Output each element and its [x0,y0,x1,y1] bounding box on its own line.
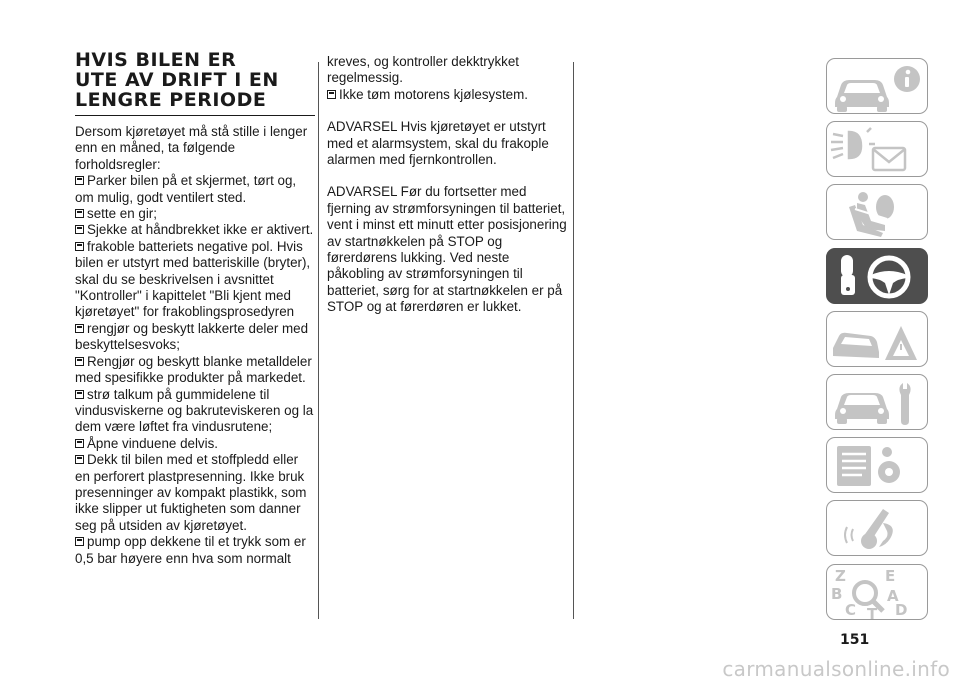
continuation-text: kreves, og kontroller dekktrykket regelmessig. [327,54,520,86]
list-item: Dekk til bilen med et stoffpledd eller en perforert plastpresenning. Ikke bruk presenninger av kompakt plastikk, som ikke slipper ut fuktigheten som danner seg på utsiden av kjøretøyet. [75,452,307,533]
index-letter: E [885,566,896,585]
checkbox-bullet-icon [75,225,84,234]
list-item: rengjør og beskytt lakkerte deler med beskyttelsesvoks; [75,320,309,353]
checkbox-bullet-icon [75,324,84,333]
index-letter: T [867,604,878,621]
index-letter: D [895,600,908,619]
list-item: Parker bilen på et skjermet, tørt og, om mulig, godt ventilert sted. [75,173,297,205]
list-item: Sjekke at håndbrekket ikke er aktivert. [75,222,315,238]
title-line-1: HVIS BILEN ER [75,49,237,71]
list-item: sette en gir; [75,206,315,222]
tab-lights-messages[interactable] [826,121,928,177]
list-item: Åpne vinduene delvis. [75,436,315,452]
list-item: pump opp dekkene til et trykk som er 0,5 bar høyere enn hva som normalt [75,534,306,566]
index-letter: B [831,584,843,603]
tab-multimedia[interactable] [826,500,928,556]
index-letter: Z [835,566,846,585]
checkbox-bullet-icon [75,209,84,218]
warning-battery: ADVARSEL Før du fortsetter med fjerning av strømforsyningen til batteriet, vent i minst ett minutt etter posisjonering av startnøkkelen på STOP og førerdørens lukking. Ved neste påkobling av strømforsyningen til batteriet, sørg for at startnøkkelen er på STOP og at førerdøren er lukket. [327,184,567,315]
tab-index[interactable] [826,564,928,620]
index-letter: C [845,600,857,619]
tab-emergency[interactable] [826,311,928,367]
music-icon [827,501,928,556]
car-wrench-icon [827,375,928,430]
title-line-2: UTE AV DRIFT I EN [75,69,279,91]
chapter-tabs [826,58,928,627]
tab-starting-driving[interactable] [826,248,928,304]
airbag-seat-icon [827,185,928,240]
middle-column [327,54,567,316]
list-item: Rengjør og beskytt blanke metalldeler med spesifikke produkter på markedet. [75,353,312,386]
index-letter: A [887,586,899,605]
index-letters-icon [827,565,928,620]
checkbox-bullet-icon [75,242,84,251]
key-steering-wheel-icon [827,249,928,304]
title-line-3: LENGRE PERIODE [75,89,267,111]
column-divider [573,62,574,619]
column-divider [318,62,319,619]
section-title [75,50,315,110]
watermark: carmanualsonline.info [722,657,950,681]
tab-technical-data[interactable] [826,437,928,493]
checkbox-bullet-icon [75,390,84,399]
checkbox-bullet-icon [75,455,84,464]
list-item: Ikke tøm motorens kjølesystem. [327,87,567,103]
list-item: frakoble batteriets negative pol. Hvis bilen er utstyrt med batteriskille (bryter), skal du se beskrivelsen i avsnittet "Kontroller" i kapittelet "Bli kjent med kjøretøyet" for frakoblingsprosedyren [75,238,311,320]
checkbox-bullet-icon [327,90,336,99]
tab-maintenance[interactable] [826,374,928,430]
page-number: 151 [840,632,870,648]
checkbox-bullet-icon [75,439,84,448]
specs-gear-icon [827,438,928,493]
checkbox-bullet-icon [75,537,84,546]
list-item: strø talkum på gummidelene til vindusviskerne og bakruteviskeren og la dem være løftet fra vindusrutene; [75,386,314,435]
left-column [75,50,315,567]
tab-safety[interactable] [826,184,928,240]
title-divider [75,115,315,116]
tab-car-info[interactable] [826,58,928,114]
car-warning-triangle-icon [827,312,928,367]
checkbox-bullet-icon [75,357,84,366]
car-info-icon [827,59,928,114]
checkbox-bullet-icon [75,176,84,185]
lights-mail-icon [827,122,928,177]
intro-text: Dersom kjøretøyet må stå stille i lenger enn en måned, ta følgende forholdsregler: [75,124,308,172]
warning-alarm: ADVARSEL Hvis kjøretøyet er utstyrt med et alarmsystem, skal du frakople alarmen med fjernkontrollen. [327,119,549,168]
